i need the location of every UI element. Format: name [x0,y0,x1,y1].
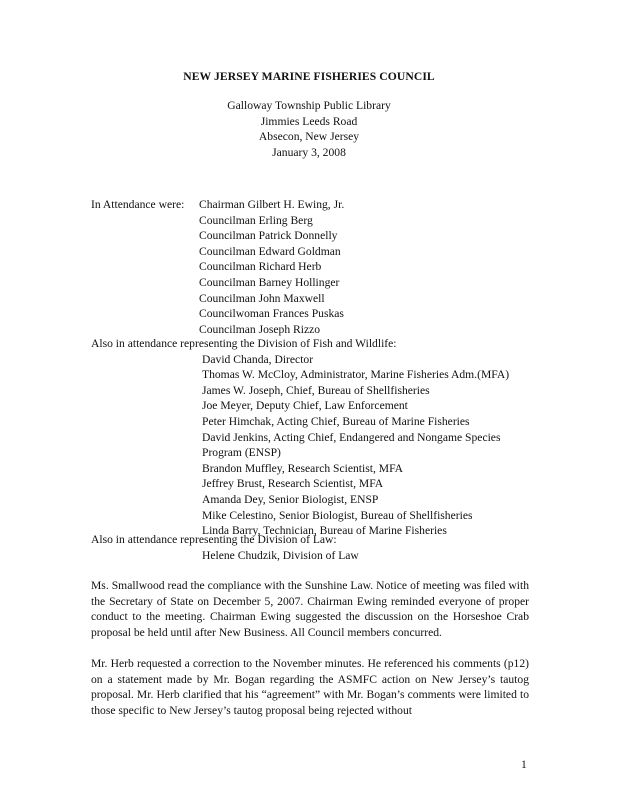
page-number: 1 [521,758,527,771]
staff-item: Helene Chudzik, Division of Law [202,548,359,562]
member-item: Councilman Richard Herb [199,260,322,274]
staff-item: David Jenkins, Acting Chief, Endangered and Nongame Species [202,430,501,444]
fish-wildlife-intro: Also in attendance representing the Division of Fish and Wildlife: [91,337,397,350]
staff-item: David Chanda, Director [202,352,314,366]
staff-item: Peter Himchak, Acting Chief, Bureau of Marine Fisheries [202,414,470,428]
staff-item: Amanda Dey, Senior Biologist, ENSP [202,492,379,506]
staff-item: Thomas W. McCloy, Administrator, Marine Fisheries Adm.(MFA) [202,368,510,382]
member-item: Councilwoman Frances Puskas [199,307,344,321]
member-item: Councilman John Maxwell [199,291,325,305]
member-list [199,197,344,337]
meeting-date: January 3, 2008 [272,145,346,159]
member-item: Councilman Joseph Rizzo [199,322,321,336]
staff-item: Program (ENSP) [202,446,281,460]
member-item: Councilman Erling Berg [199,213,313,227]
staff-item: Brandon Muffley, Research Scientist, MFA [202,461,404,475]
member-item: Chairman Gilbert H. Ewing, Jr. [199,198,345,211]
division-law-attendance [91,532,531,563]
body-paragraph: Ms. Smallwood read the compliance with the Sunshine Law. Notice of meeting was filed with the Secretary of State on December 5, 2007. Chairman Ewing reminded everyone of proper conduct to the meeting. Chairman Ewing suggested the discussion on the Horseshoe Crab proposal be held until after New Business. All Council members concurred. [91,579,529,640]
venue-line: Absecon, New Jersey [258,130,360,143]
venue-line: Galloway Township Public Library [227,99,391,112]
member-item: Councilman Barney Hollinger [199,275,340,289]
document-title: NEW JERSEY MARINE FISHERIES COUNCIL [183,70,435,83]
body-paragraph: Mr. Herb requested a correction to the November minutes. He referenced his comments (p12) on a statement made by Mr. Bogan regarding the ASMFC action on New Jersey’s tautog proposal. Mr. Herb clarified that his “agreement” with Mr. Bogan’s comments were limited to those specific to New Jersey’s tautog proposal being rejected without [91,657,529,718]
staff-item: James W. Joseph, Chief, Bureau of Shellfisheries [202,383,430,397]
meeting-venue [0,98,618,160]
fish-wildlife-attendance [91,336,531,539]
staff-list [202,352,531,539]
law-staff-list [202,548,531,564]
member-item: Councilman Patrick Donnelly [199,229,338,243]
division-law-intro: Also in attendance representing the Division of Law: [91,533,337,546]
staff-item: Joe Meyer, Deputy Chief, Law Enforcement [202,399,408,413]
venue-line: Jimmies Leeds Road [260,114,358,128]
attendance-label: In Attendance were: [91,198,185,211]
member-item: Councilman Edward Goldman [199,244,341,258]
staff-item: Jeffrey Brust, Research Scientist, MFA [202,477,384,491]
staff-item: Linda Barry, Technician, Bureau of Marine Fisheries [202,524,447,538]
staff-item: Mike Celestino, Senior Biologist, Bureau of Shellfisheries [202,508,473,522]
